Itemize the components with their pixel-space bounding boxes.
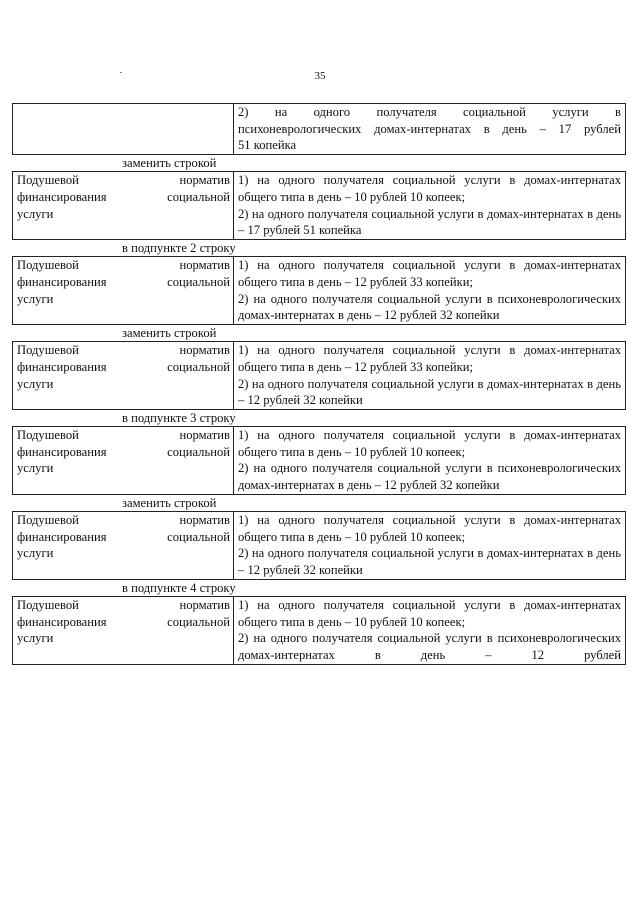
item-text: 2) на одного получателя социальной услуги в домах-интернатах в день – 12 рублей 32 копейки (238, 376, 621, 408)
norm-label: услуги (17, 206, 54, 221)
norm-label: Подушевой норматив (17, 598, 230, 613)
item-text: 2) на одного получателя социальной услуги в домах-интернатах в день – 12 рублей 32 копейки (238, 546, 621, 578)
instruction-text: заменить строкой (122, 155, 217, 170)
norm-label: услуги (17, 376, 54, 391)
norm-label: Подушевой норматив (17, 173, 230, 188)
norm-label: финансирования социальной (17, 444, 230, 459)
instruction-text: в подпункте 3 строку (122, 410, 236, 425)
item-text: 51 копейка (238, 138, 297, 153)
item-text: 2) на одного получателя социальной услуги в домах-интернатах в день – 17 рублей 51 копейка (238, 206, 621, 238)
norm-label: Подушевой норматив (17, 428, 230, 443)
table-row (12, 341, 626, 409)
norm-label: услуги (17, 291, 54, 306)
table-cell-right (234, 257, 625, 323)
table-cell-left (13, 597, 234, 663)
table-row-continued (12, 103, 626, 155)
norm-label: финансирования социальной (17, 274, 230, 289)
norm-label: услуги (17, 546, 54, 561)
table-cell-left (13, 427, 234, 493)
norm-label: услуги (17, 461, 54, 476)
instruction-text: в подпункте 4 строку (122, 580, 236, 595)
table-cell-left (13, 342, 234, 408)
item-text: 1) на одного получателя социальной услуги в домах-интернатах общего типа в день – 10 рублей 10 копеек; (238, 598, 621, 629)
item-text: 2) на одного получателя социальной услуги в (238, 105, 621, 119)
norm-label: финансирования социальной (17, 189, 230, 204)
item-text: 2) на одного получателя социальной услуги в психоневрологических домах-интернатах в день – 12 рублей 32 копейки (238, 461, 621, 493)
table-cell-right (234, 342, 625, 408)
table-cell-left (13, 512, 234, 578)
table-row (12, 256, 626, 324)
norm-label: Подушевой норматив (17, 343, 230, 358)
instruction-text: заменить строкой (122, 495, 217, 510)
norm-label: Подушевой норматив (17, 513, 230, 528)
item-text: 1) на одного получателя социальной услуги в домах-интернатах общего типа в день – 12 рублей 33 копейки; (238, 343, 621, 374)
instruction-text: заменить строкой (122, 325, 217, 340)
table-cell-left-empty (13, 104, 234, 154)
norm-label: услуги (17, 631, 54, 646)
norm-label: финансирования социальной (17, 614, 230, 629)
table-cell-left (13, 257, 234, 323)
table-cell-right (234, 512, 625, 578)
document-body (12, 103, 626, 665)
norm-label: Подушевой норматив (17, 258, 230, 273)
item-text: 2) на одного получателя социальной услуги в психоневрологических домах-интернатах в день – 12 рублей (238, 631, 621, 662)
item-text: 2) на одного получателя социальной услуги в психоневрологических домах-интернатах в день – 12 рублей 32 копейки (238, 291, 621, 323)
item-text: психоневрологических домах-интернатах в день – 17 рублей (238, 121, 621, 136)
table-cell-right (234, 104, 625, 154)
item-text: 1) на одного получателя социальной услуги в домах-интернатах общего типа в день – 10 рублей 10 копеек; (238, 173, 621, 204)
table-cell-left (13, 172, 234, 238)
table-cell-right (234, 597, 625, 663)
table-row (12, 511, 626, 579)
item-text: 1) на одного получателя социальной услуги в домах-интернатах общего типа в день – 10 рублей 10 копеек; (238, 513, 621, 544)
table-cell-right (234, 172, 625, 238)
table-row (12, 426, 626, 494)
instruction-text: в подпункте 2 строку (122, 240, 236, 255)
table-row (12, 596, 626, 664)
item-text: 1) на одного получателя социальной услуги в домах-интернатах общего типа в день – 12 рублей 33 копейки; (238, 258, 621, 289)
item-text: 1) на одного получателя социальной услуги в домах-интернатах общего типа в день – 10 рублей 10 копеек; (238, 428, 621, 459)
page-number: 35 (314, 70, 326, 82)
norm-label: финансирования социальной (17, 359, 230, 374)
table-row (12, 171, 626, 239)
table-cell-right (234, 427, 625, 493)
norm-label: финансирования социальной (17, 529, 230, 544)
